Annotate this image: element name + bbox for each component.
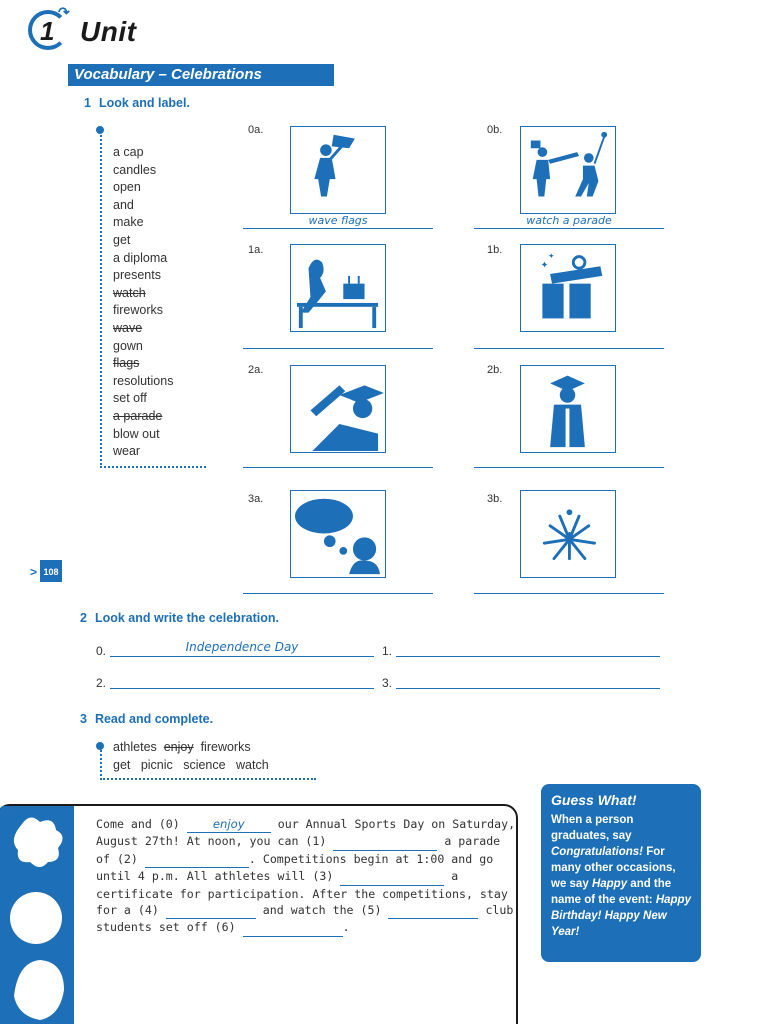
guess-line: and the name of the event: <box>551 878 672 906</box>
word-list-item: make <box>113 215 144 230</box>
guess-line: For many other occasions, we say <box>551 846 676 890</box>
ex2-label-2: 2. <box>96 676 107 690</box>
answer-line <box>243 228 433 229</box>
word-list-item: and <box>113 197 134 212</box>
answer-line[interactable] <box>474 593 664 594</box>
shell-shape-icon <box>14 960 64 1020</box>
ex2-label-3: 3. <box>382 676 393 690</box>
birthday-cake-icon <box>290 244 386 332</box>
guess-line: When a person graduates, say <box>551 814 634 842</box>
picture-label: 0b. <box>487 124 503 136</box>
picture-label: 2a. <box>248 364 264 376</box>
ex2-label-1: 1. <box>382 644 393 658</box>
blank-6[interactable] <box>243 919 343 936</box>
word-box-word: get <box>113 758 131 772</box>
answer-line[interactable] <box>243 348 433 349</box>
exercise-1-number: 1 <box>84 96 91 110</box>
answer-line <box>474 228 664 229</box>
blank-2[interactable] <box>145 851 249 868</box>
word-box-word: athletes <box>113 740 157 754</box>
passage-segment: Come and (0) <box>96 817 180 831</box>
word-list-item: wear <box>113 444 141 459</box>
ex2-line-0 <box>110 656 374 657</box>
arrow-icon: ↷ <box>58 4 70 20</box>
passage-segment: and watch the (5) <box>262 903 382 918</box>
answer-line[interactable] <box>243 467 433 468</box>
decorative-strip <box>0 806 74 1024</box>
exercise-1-instruction: Look and label. <box>98 96 190 110</box>
guess-line: Happy <box>591 878 628 890</box>
ex2-line-1[interactable] <box>396 656 660 657</box>
ex2-answer-0: Independence Day <box>185 640 299 654</box>
circle-shape-icon <box>10 892 62 944</box>
answer-line[interactable] <box>243 593 433 594</box>
word-list-item: wave <box>113 320 143 335</box>
section-title: Vocabulary – Celebrations <box>68 64 334 86</box>
word-list-item: a cap <box>113 145 144 159</box>
word-list-item: gown <box>113 338 143 353</box>
word-box-word: watch <box>236 758 269 772</box>
word-list-item: a parade <box>113 408 163 423</box>
blank-1[interactable] <box>333 833 437 850</box>
guess-what-box <box>541 784 701 962</box>
ex2-line-2[interactable] <box>110 688 374 689</box>
guess-what-title: Guess What! <box>551 792 637 808</box>
page-tab-label: 108 <box>43 567 59 577</box>
word-list-item: resolutions <box>113 373 174 388</box>
blank-0: enjoy <box>187 816 271 833</box>
passage-segment: club students set off (6) <box>96 903 514 935</box>
word-box-line-2 <box>113 756 269 774</box>
svg-text:>: > <box>30 565 38 579</box>
answer-line[interactable] <box>474 348 664 349</box>
word-list-item: open <box>113 180 141 195</box>
exercise-2-title <box>80 611 279 625</box>
unit-number: 1 <box>40 16 55 46</box>
blank-4[interactable] <box>166 902 256 919</box>
exercise-3-title <box>80 712 213 726</box>
passage-segment: . Competitions begin at 1:00 and go until 4 p.m. All athletes will (3) <box>96 851 494 884</box>
word-box-word-struck: enjoy <box>163 740 194 754</box>
passage-text <box>96 816 516 937</box>
word-list-item: a diploma <box>113 250 168 265</box>
parade-icon <box>520 126 616 214</box>
passage-segment: our Annual Sports Day on Saturday, August 27th! At noon, you can (1) <box>96 817 516 849</box>
word-list-item: presents <box>113 268 161 283</box>
word-box-line-1 <box>113 738 251 756</box>
svg-text:✦: ✦ <box>548 251 555 261</box>
diploma-icon <box>290 365 386 453</box>
picture-label: 1b. <box>487 244 503 256</box>
word-list-item: blow out <box>113 426 160 441</box>
exercise-2-number: 2 <box>80 611 87 625</box>
exercise-3-instruction: Read and complete. <box>94 712 214 726</box>
word-list <box>113 144 173 461</box>
graduation-gown-icon <box>520 365 616 453</box>
gift-icon <box>520 244 616 332</box>
word-list-item: get <box>113 232 131 247</box>
answer-text: watch a parade <box>526 214 612 227</box>
picture-label: 1a. <box>248 244 264 256</box>
svg-text:✦: ✦ <box>540 260 549 272</box>
blank-5[interactable] <box>388 902 478 919</box>
answer-line[interactable] <box>474 467 664 468</box>
wave-flags-icon <box>290 126 386 214</box>
thought-bubble-icon <box>290 490 386 578</box>
picture-label: 0a. <box>248 124 264 136</box>
unit-word: Unit <box>80 16 137 47</box>
word-box-word: fireworks <box>200 740 251 754</box>
ex2-label-0: 0. <box>96 644 107 658</box>
picture-label: 3b. <box>487 493 503 505</box>
unit-logo <box>28 4 168 54</box>
word-box-word: picnic <box>140 758 173 772</box>
fireworks-icon <box>520 490 616 578</box>
answer-text: wave flags <box>308 214 368 227</box>
passage-segment: a certificate for participation. After the competitions, stay for a (4) <box>96 869 508 918</box>
word-list-item: fireworks <box>113 303 164 318</box>
exercise-3-number: 3 <box>80 712 87 726</box>
word-list-item: set off <box>113 391 147 406</box>
page-tab <box>30 556 64 586</box>
word-list-item: flags <box>113 356 140 371</box>
blank-3[interactable] <box>340 868 444 885</box>
picture-label: 2b. <box>487 364 503 376</box>
flower-shape-icon <box>14 817 63 867</box>
guess-line: Happy Birthday! Happy New Year! <box>551 894 691 938</box>
ex2-line-3[interactable] <box>396 688 660 689</box>
word-list-item: watch <box>113 285 146 300</box>
picture-label: 3a. <box>248 493 264 505</box>
word-box-word: science <box>183 758 226 772</box>
guess-what-body <box>551 812 691 940</box>
exercise-1-title <box>84 96 190 110</box>
guess-line: Congratulations! <box>551 846 643 858</box>
word-list-item: candles <box>113 162 157 177</box>
passage-segment: a parade of (2) <box>96 834 501 866</box>
exercise-2-instruction: Look and write the celebration. <box>94 611 280 625</box>
passage-segment: . <box>342 920 350 935</box>
